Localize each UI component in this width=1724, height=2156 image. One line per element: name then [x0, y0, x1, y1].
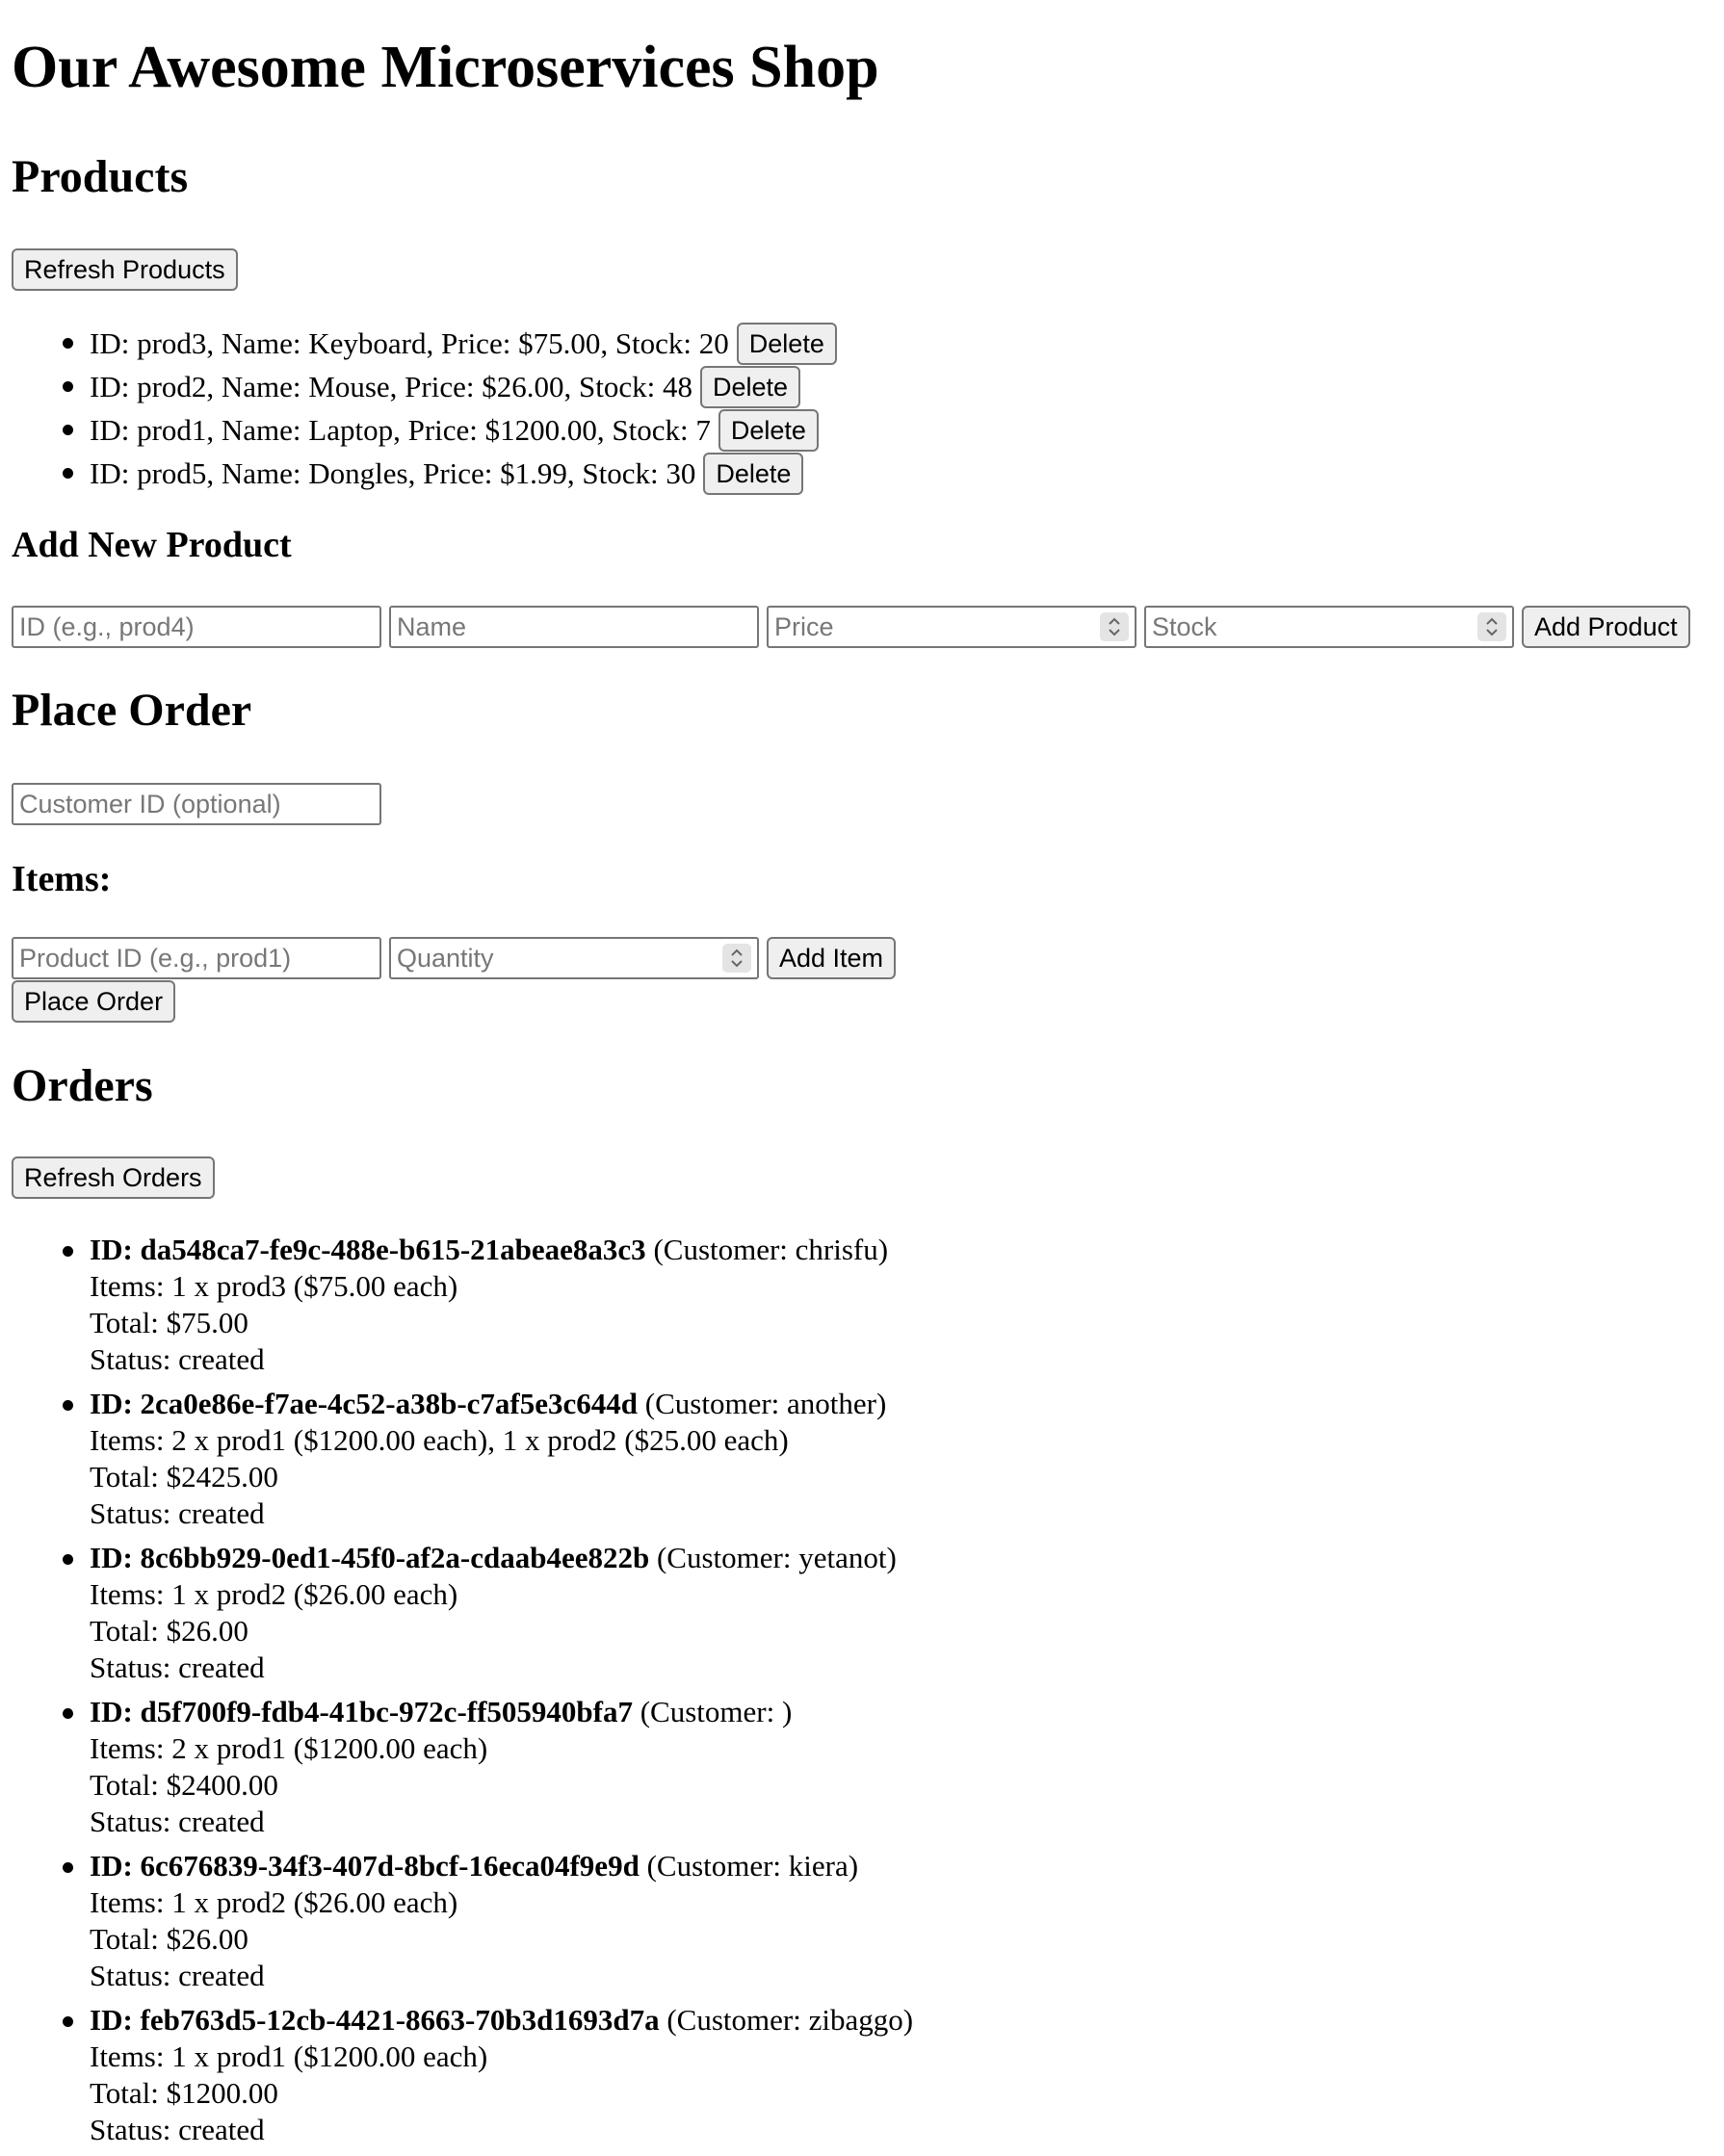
order-item [12, 1540, 913, 1694]
product-text: ID: prod1, Name: Laptop, Price: $1200.00, Stock: 7 [90, 412, 711, 447]
price-spinner-icon[interactable] [1100, 612, 1129, 641]
order-id: ID: da548ca7-fe9c-488e-b615-21abeae8a3c3 [90, 1233, 646, 1266]
order-total: Total: $75.00 [90, 1306, 248, 1339]
product-price-input[interactable] [767, 606, 1136, 648]
product-item [12, 322, 837, 365]
customer-id-input[interactable]: Customer ID (optional) [12, 783, 381, 825]
delete-product-button[interactable]: Delete [700, 366, 800, 408]
items-heading: Items: [12, 859, 112, 899]
order-item [12, 1232, 913, 1386]
add-product-heading: Add New Product [12, 525, 292, 565]
product-list [12, 322, 837, 495]
order-customer: (Customer: yetanot) [649, 1541, 897, 1574]
order-status: Status: created [90, 1959, 265, 1992]
add-item-button[interactable]: Add Item [767, 937, 896, 979]
order-items: Items: 2 x prod1 ($1200.00 each), 1 x prod2 ($25.00 each) [90, 1423, 789, 1457]
place-order-heading: Place Order [12, 685, 252, 736]
order-total: Total: $2400.00 [90, 1768, 278, 1802]
order-quantity-input[interactable] [389, 937, 759, 979]
order-customer: (Customer: another) [638, 1387, 887, 1420]
delete-product-button[interactable]: Delete [703, 453, 803, 495]
product-name-input[interactable]: Name [389, 606, 759, 648]
refresh-products-button[interactable]: Refresh Products [12, 248, 238, 291]
add-product-button[interactable]: Add Product [1522, 606, 1690, 648]
order-total: Total: $26.00 [90, 1614, 248, 1648]
order-status: Status: created [90, 2113, 265, 2146]
order-item [12, 1848, 913, 2002]
order-id: ID: 2ca0e86e-f7ae-4c52-a38b-c7af5e3c644d [90, 1387, 639, 1420]
refresh-orders-button[interactable]: Refresh Orders [12, 1156, 215, 1199]
product-item [12, 452, 837, 495]
order-status: Status: created [90, 1342, 265, 1376]
order-product-id-input[interactable]: Product ID (e.g., prod1) [12, 937, 381, 979]
order-item [12, 2002, 913, 2156]
order-total: Total: $2425.00 [90, 1460, 278, 1494]
quantity-placeholder: Quantity [397, 944, 494, 973]
quantity-spinner-icon[interactable] [722, 944, 751, 973]
stock-spinner-icon[interactable] [1477, 612, 1506, 641]
order-items: Items: 1 x prod2 ($26.00 each) [90, 1885, 458, 1919]
page-title: Our Awesome Microservices Shop [12, 35, 879, 100]
order-customer: (Customer: zibaggo) [659, 2003, 914, 2037]
order-status: Status: created [90, 1805, 265, 1838]
order-customer: (Customer: kiera) [639, 1849, 859, 1883]
orders-heading: Orders [12, 1060, 153, 1111]
order-total: Total: $1200.00 [90, 2076, 278, 2110]
order-status: Status: created [90, 1650, 265, 1684]
stock-placeholder: Stock [1152, 612, 1217, 641]
order-status: Status: created [90, 1496, 265, 1530]
product-text: ID: prod3, Name: Keyboard, Price: $75.00, Stock: 20 [90, 325, 729, 360]
order-total: Total: $26.00 [90, 1922, 248, 1956]
order-customer: (Customer: chrisfu) [645, 1233, 889, 1266]
order-id: ID: 8c6bb929-0ed1-45f0-af2a-cdaab4ee822b [90, 1541, 650, 1574]
order-items: Items: 1 x prod2 ($26.00 each) [90, 1577, 458, 1611]
order-items: Items: 1 x prod1 ($1200.00 each) [90, 2039, 488, 2073]
order-customer: (Customer: ) [632, 1695, 793, 1728]
product-item [12, 408, 837, 452]
place-order-button[interactable]: Place Order [12, 980, 175, 1023]
order-id: ID: d5f700f9-fdb4-41bc-972c-ff505940bfa7 [90, 1695, 633, 1728]
order-item [12, 1694, 913, 1848]
product-text: ID: prod2, Name: Mouse, Price: $26.00, Stock: 48 [90, 369, 692, 403]
order-item [12, 1386, 913, 1540]
order-list [12, 1232, 913, 2156]
delete-product-button[interactable]: Delete [718, 409, 819, 452]
delete-product-button[interactable]: Delete [737, 323, 837, 365]
product-id-input[interactable]: ID (e.g., prod4) [12, 606, 381, 648]
product-item [12, 365, 837, 408]
order-id: ID: 6c676839-34f3-407d-8bcf-16eca04f9e9d [90, 1849, 640, 1883]
price-placeholder: Price [774, 612, 834, 641]
product-text: ID: prod5, Name: Dongles, Price: $1.99, Stock: 30 [90, 455, 696, 490]
order-id: ID: feb763d5-12cb-4421-8663-70b3d1693d7a [90, 2003, 660, 2037]
order-items: Items: 2 x prod1 ($1200.00 each) [90, 1731, 488, 1765]
product-stock-input[interactable] [1144, 606, 1514, 648]
products-heading: Products [12, 151, 189, 202]
order-items: Items: 1 x prod3 ($75.00 each) [90, 1269, 458, 1303]
